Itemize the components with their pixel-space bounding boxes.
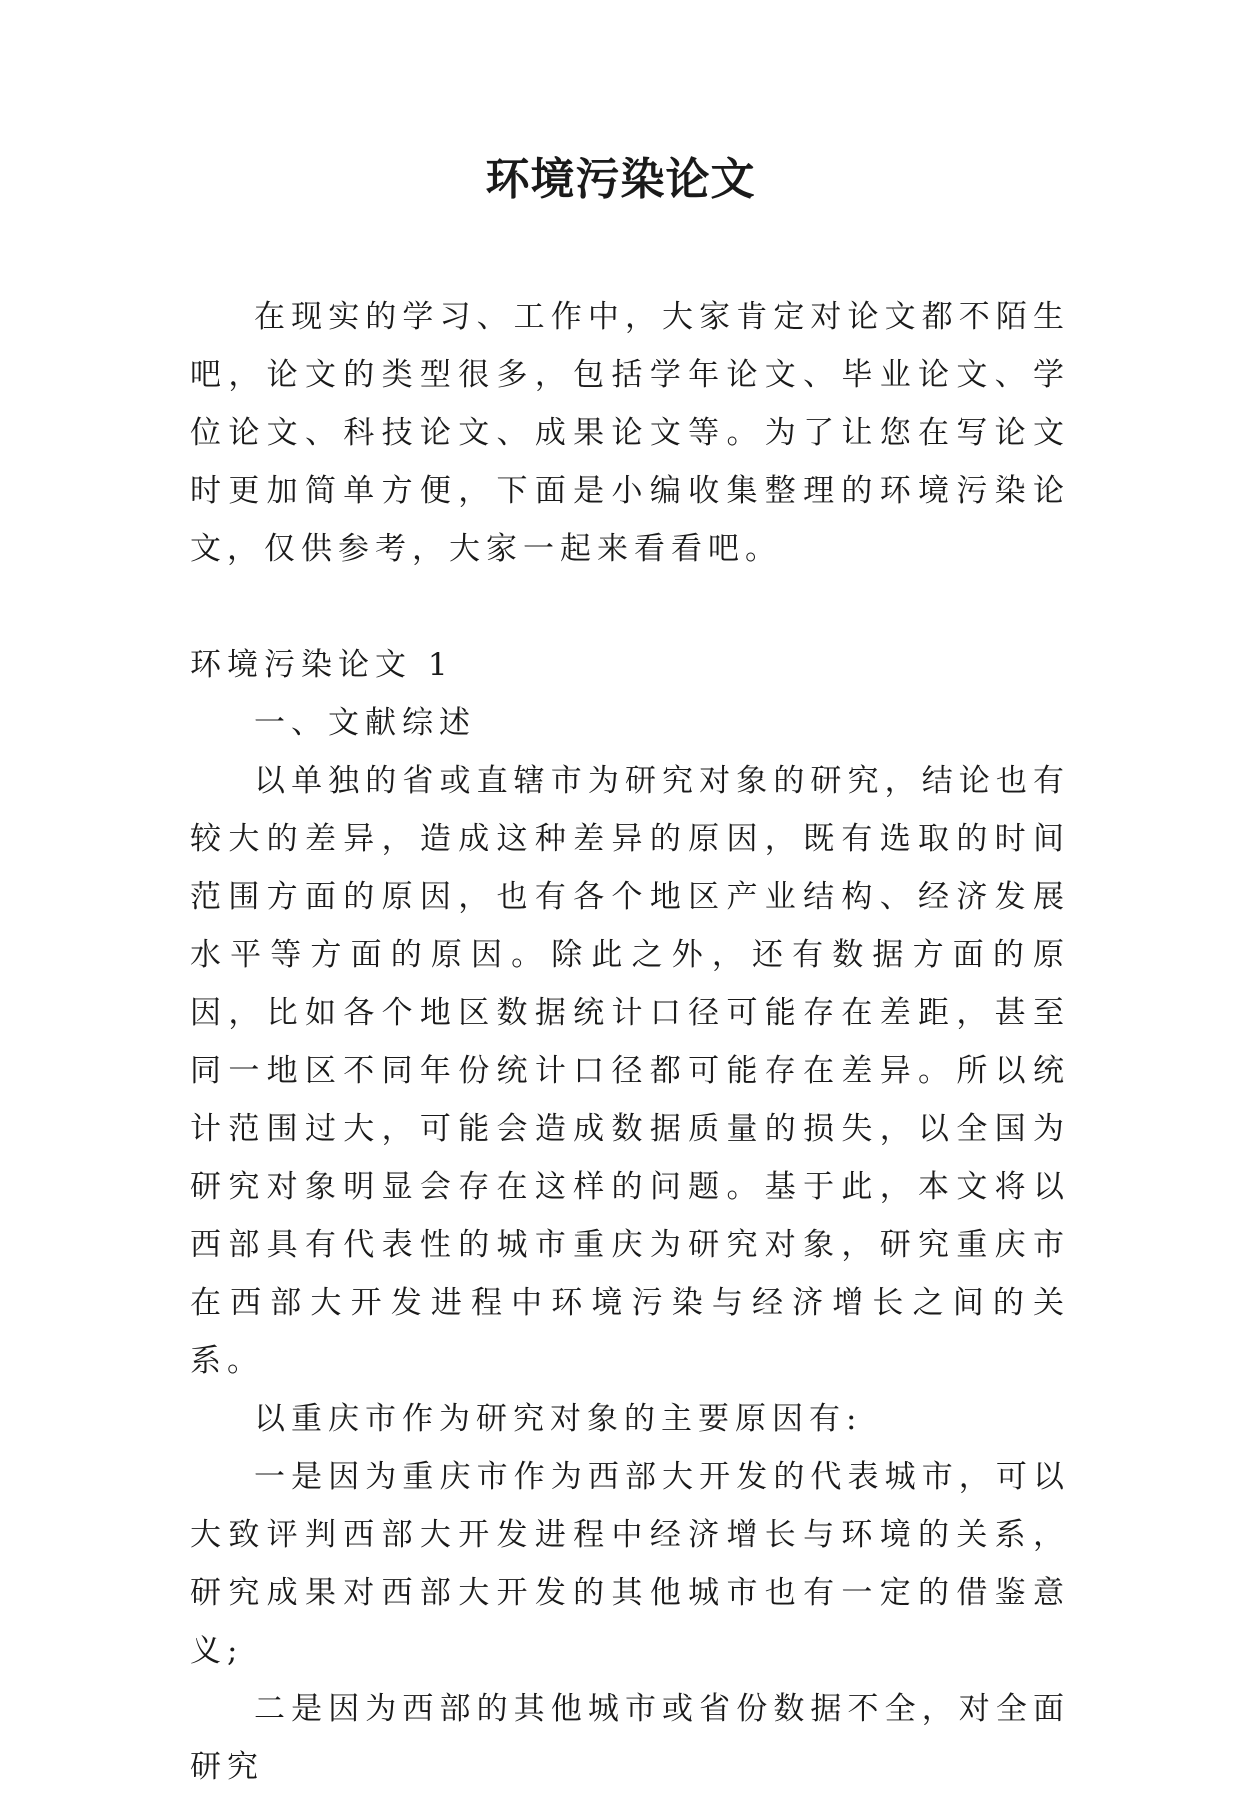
subheading: 一、文献综述 — [254, 705, 476, 741]
intro-paragraph: 在现实的学习、工作中，大家肯定对论文都不陌生吧，论文的类型很多，包括学年论文、毕业论文、学位论文、科技论文、成果论文等。为了让您在写论文时更加简单方便，下面是小编收集整理的环境污染论文，仅供参考，大家一起来看看吧。 — [190, 299, 1070, 567]
section-heading: 环境污染论文 1 — [190, 647, 454, 683]
paragraph-spacer — [190, 578, 1070, 636]
body-paragraph-3: 一是因为重庆市作为西部大开发的代表城市，可以大致评判西部大开发进程中经济增长与环境的关系，研究成果对西部大开发的其他城市也有一定的借鉴意义; — [190, 1459, 1070, 1669]
document-body — [190, 288, 1070, 1796]
body-paragraph-1: 以单独的省或直辖市为研究对象的研究，结论也有较大的差异，造成这种差异的原因，既有选取的时间范围方面的原因，也有各个地区产业结构、经济发展水平等方面的原因。除此之外，还有数据方面的原因，比如各个地区数据统计口径可能存在差距，甚至同一地区不同年份统计口径都可能存在差异。所以统计范围过大，可能会造成数据质量的损失，以全国为研究对象明显会存在这样的问题。基于此，本文将以西部具有代表性的城市重庆为研究对象，研究重庆市在西部大开发进程中环境污染与经济增长之间的关系。 — [190, 763, 1070, 1379]
document-title: 环境污染论文 — [485, 154, 756, 205]
body-paragraph-4: 二是因为西部的其他城市或省份数据不全，对全面研究 — [190, 1691, 1070, 1785]
body-paragraph-2: 以重庆市作为研究对象的主要原因有: — [254, 1401, 863, 1437]
